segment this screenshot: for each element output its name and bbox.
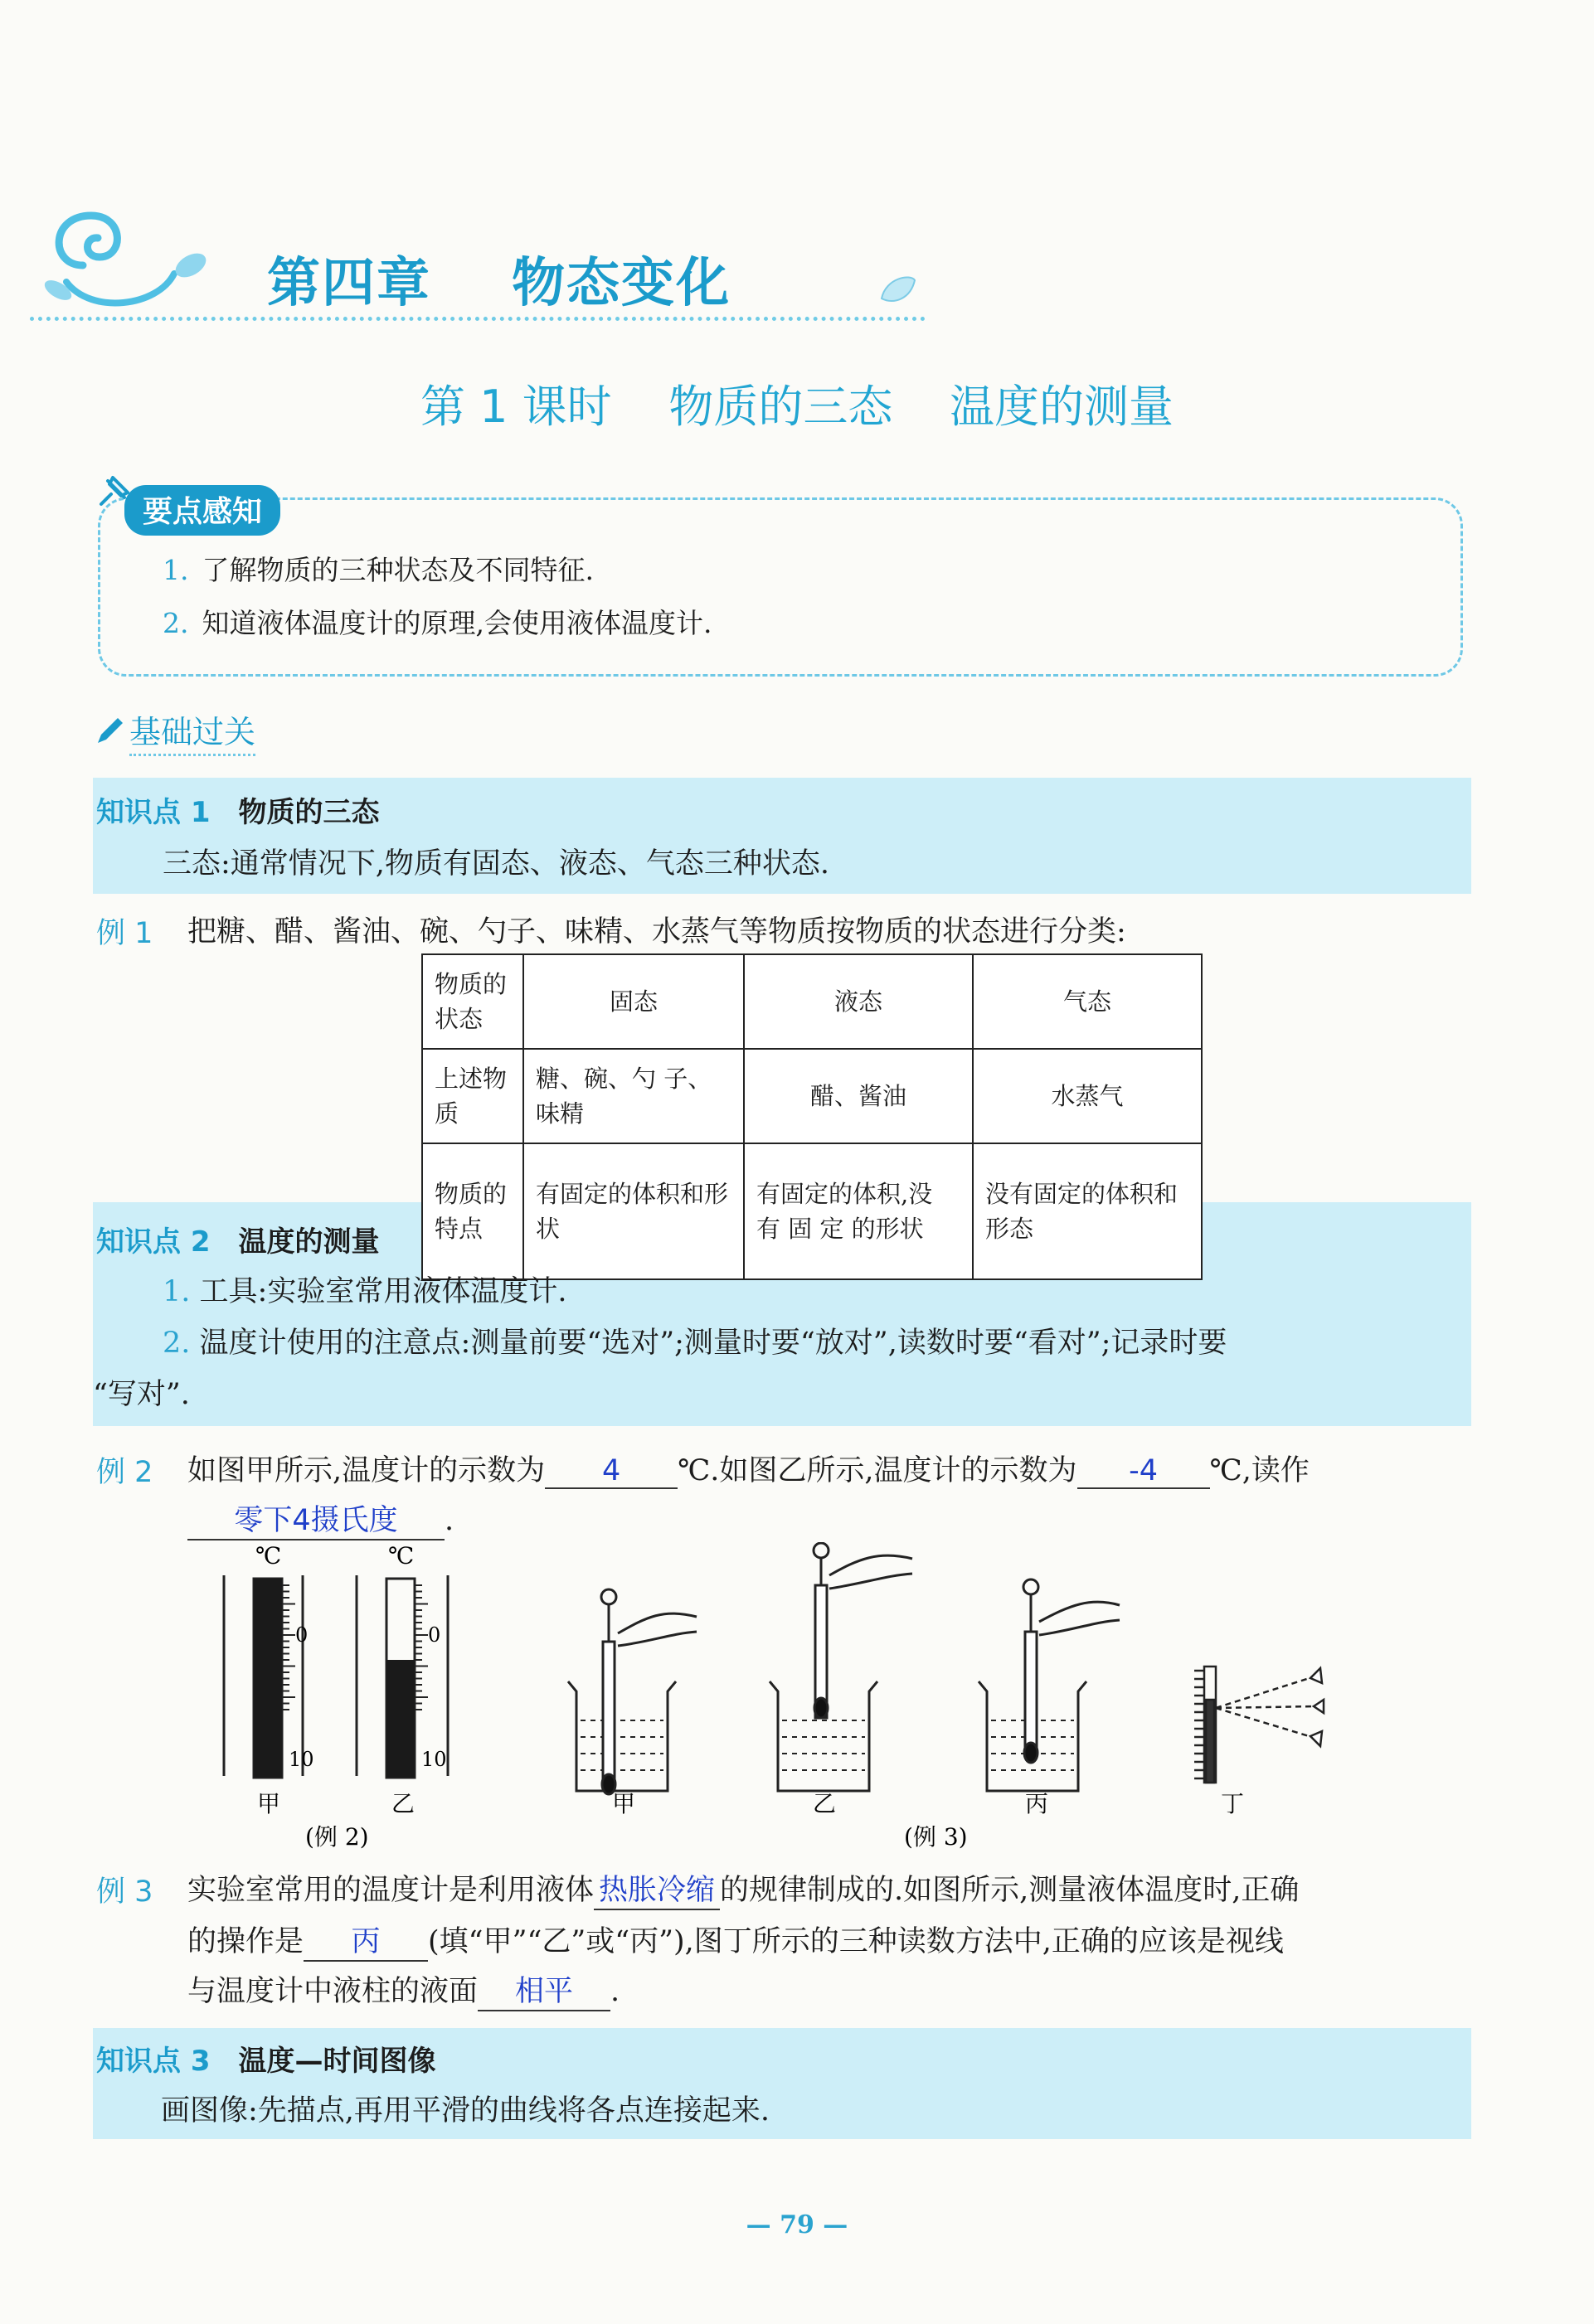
table-cell: 醋、酱油: [744, 1049, 973, 1143]
chapter-swirl-logo: [33, 191, 207, 323]
kp3-heading: 知识点 3 温度—时间图像: [96, 2045, 436, 2078]
kp2-heading: 知识点 2 温度的测量: [96, 1225, 380, 1259]
table-cell: 物质的状态: [422, 954, 523, 1049]
table-cell: 物质的特点: [422, 1143, 523, 1279]
ex2-line-1: 如图甲所示,温度计的示数为 4 ℃.如图乙所示,温度计的示数为 -4 ℃,读作: [187, 1454, 1310, 1487]
leaf-icon: [877, 274, 919, 307]
answer-blank: 热胀冷缩: [594, 1867, 720, 1910]
thermometer-jia: [224, 1542, 314, 1817]
tick-label: 0: [295, 1623, 309, 1647]
figure-label: 丁: [1221, 1790, 1245, 1817]
kp2-item-1: 1. 工具:实验室常用液体温度计.: [163, 1275, 567, 1308]
table-row: [422, 1049, 1202, 1143]
key-point-item: 1. 了解物质的三种状态及不同特征.: [163, 554, 594, 586]
chapter-title: 第四章 物态变化: [267, 252, 731, 314]
ex3-line-1: 实验室常用的温度计是利用液体 热胀冷缩 的规律制成的.如图所示,测量液体温度时,正确: [187, 1867, 1299, 1910]
figure-label: 甲: [257, 1790, 281, 1817]
kp3-text: 画图像:先描点,再用平滑的曲线将各点连接起来.: [161, 2094, 770, 2128]
table-cell: 糖、碗、勺 子、味精: [523, 1049, 744, 1143]
unit-label: ℃: [255, 1542, 282, 1570]
key-points-tag: 要点感知: [124, 485, 280, 536]
table-cell: 有固定的体积和形状: [523, 1143, 744, 1279]
ex2-label: 例 2: [96, 1456, 153, 1489]
page-number: — 79 —: [746, 2210, 848, 2239]
chapter-divider: [30, 317, 926, 321]
figure-label: 丙: [1025, 1790, 1049, 1817]
ex3-line-2: 的操作是 丙 (填“甲”“乙”或“丙”),图丁所示的三种读数方法中,正确的应该是视线: [187, 1919, 1284, 1962]
ex3-line-3: 与温度计中液柱的液面 相平 .: [187, 1968, 620, 2011]
liquid-column: [254, 1579, 282, 1778]
table-cell: 固态: [523, 954, 744, 1049]
table-cell: 气态: [973, 954, 1202, 1049]
ex1-label: 例 1: [96, 917, 153, 950]
figure-label: 乙: [813, 1790, 837, 1817]
pencil-icon: [93, 715, 126, 748]
kp2-item-2-cont: “写对”.: [93, 1378, 190, 1411]
beaker-jia: [568, 1589, 697, 1794]
figure-label: 乙: [391, 1790, 416, 1817]
thermometer-yi: [357, 1542, 448, 1817]
tick-label: 10: [421, 1748, 447, 1771]
ex2-line-2: 零下4摄氏度 .: [187, 1497, 454, 1540]
figure-caption: (例 3): [904, 1823, 968, 1851]
reading-methods-ding: [1194, 1667, 1324, 1783]
lesson-title: 第 1 课时 物质的三态 温度的测量: [420, 381, 1174, 433]
kp1-text: 三态:通常情况下,物质有固态、液态、气态三种状态.: [163, 847, 830, 881]
table-cell: 没有固定的体积和形态: [973, 1143, 1202, 1279]
table-cell: 水蒸气: [973, 1049, 1202, 1143]
beaker-yi: [770, 1543, 912, 1791]
table-cell: 液态: [744, 954, 973, 1049]
table-row: [422, 954, 1202, 1049]
answer-blank: 相平: [478, 1968, 610, 2011]
unit-label: ℃: [388, 1542, 415, 1570]
kp1-heading: 知识点 1 物质的三态: [96, 796, 380, 829]
thermometer-figures: [199, 1542, 1393, 1857]
basics-section-label: 基础过关: [129, 706, 255, 756]
table-cell: 上述物质: [422, 1049, 523, 1143]
figure-caption: (例 2): [305, 1823, 369, 1851]
ex3-label: 例 3: [96, 1875, 153, 1909]
tick-label: 0: [428, 1623, 441, 1647]
classification-table: [421, 953, 1203, 1280]
ex1-text: 把糖、醋、酱油、碗、勺子、味精、水蒸气等物质按物质的状态进行分类:: [187, 915, 1126, 949]
answer-blank: -4: [1077, 1454, 1210, 1489]
key-point-item: 2. 知道液体温度计的原理,会使用液体温度计.: [163, 607, 712, 639]
tick-label: 10: [289, 1748, 314, 1771]
liquid-column: [386, 1660, 415, 1778]
beaker-bing: [979, 1579, 1120, 1791]
answer-blank: 4: [545, 1454, 678, 1489]
kp2-item-2: 2. 温度计使用的注意点:测量前要“选对”;测量时要“放对”,读数时要“看对”;记录时要: [163, 1327, 1227, 1360]
answer-blank: 零下4摄氏度: [187, 1497, 445, 1540]
table-cell: 有固定的体积,没 有 固 定 的形状: [744, 1143, 973, 1279]
table-row: [422, 1143, 1202, 1279]
answer-blank: 丙: [304, 1919, 428, 1962]
figure-label: 甲: [612, 1790, 636, 1817]
